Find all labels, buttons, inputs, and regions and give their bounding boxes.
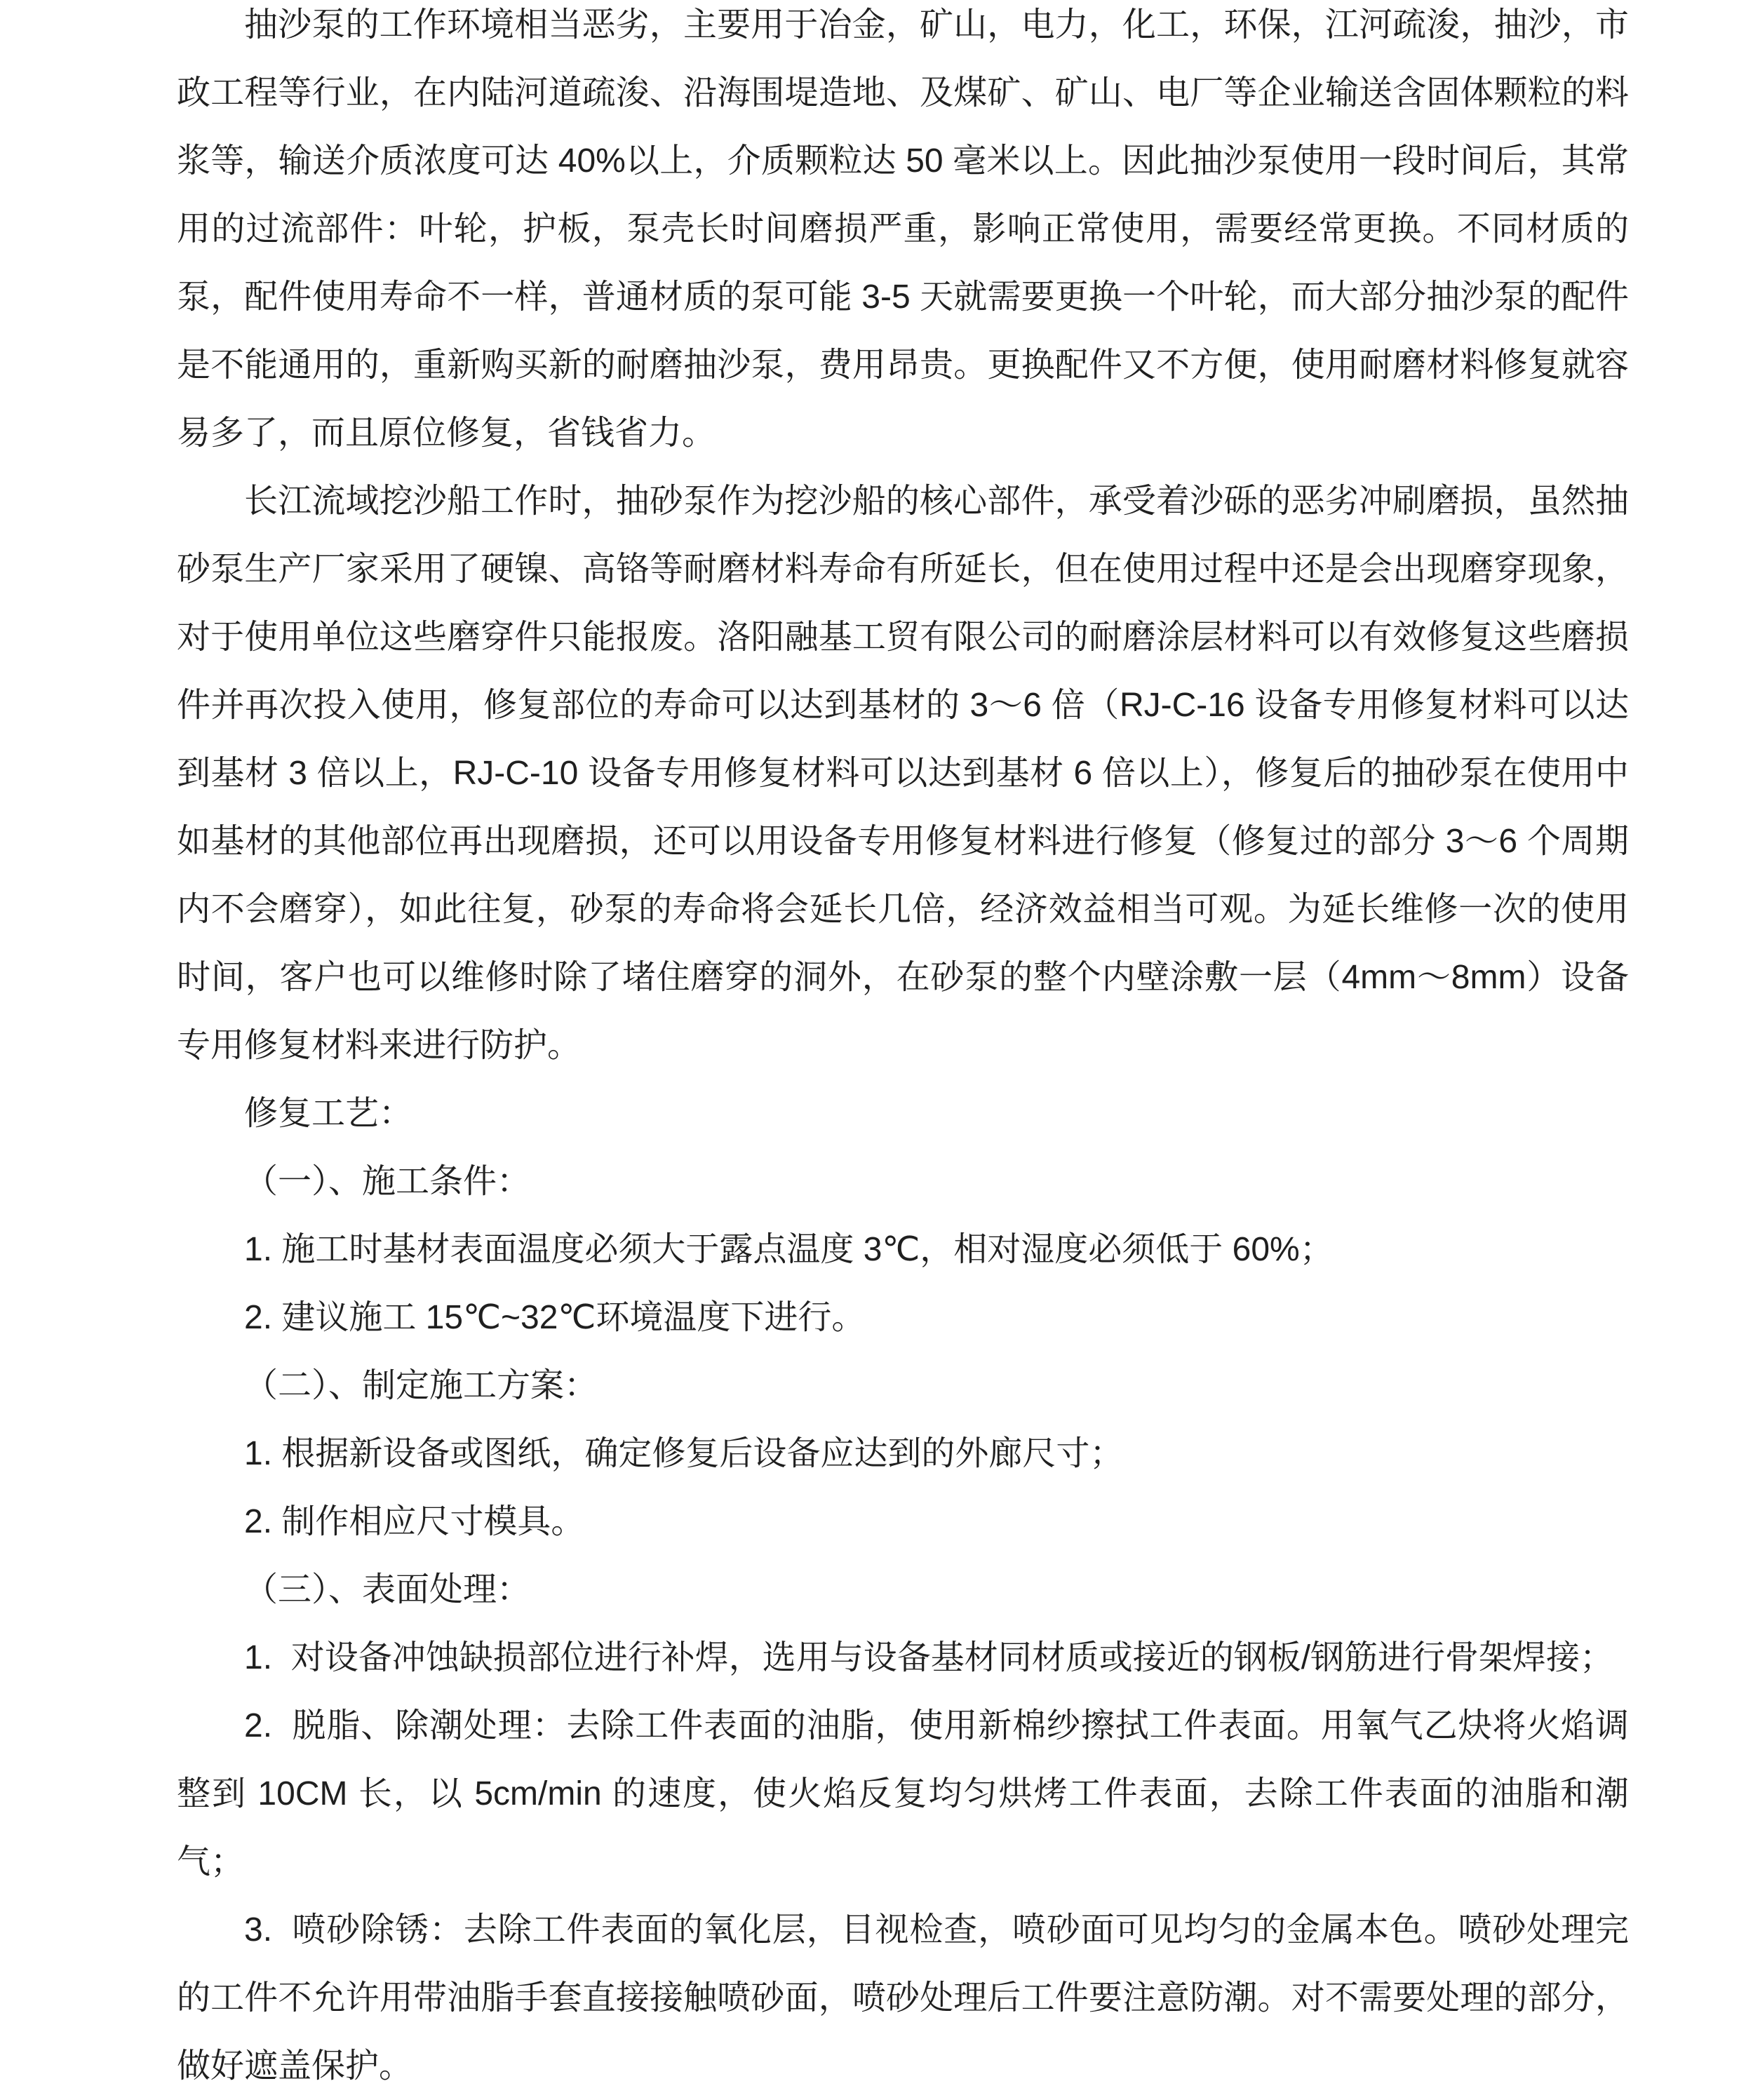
paragraph-yangtze-repair: 长江流域挖沙船工作时，抽砂泵作为挖沙船的核心部件，承受着沙砾的恶劣冲刷磨损，虽然抽砂泵生产厂家采用了硬镍、高铬等耐磨材料寿命有所延长，但在使用过程中还是会出现磨穿现象，对于使用单位这些磨穿件只能报废。洛阳融基工贸有限公司的耐磨涂层材料可以有效修复这些磨损件并再次投入使用，修复部位的寿命可以达到基材的 3～6 倍（RJ-C-16 设备专用修复材料可以达到基材 3 倍以上，RJ-C-10 设备专用修复材料可以达到基材 6 倍以上），修复后的抽砂泵在使用中如基材的其他部位再出现磨损，还可以用设备专用修复材料进行修复（修复过的部分 3～6 个周期内不会磨穿），如此往复，砂泵的寿命将会延长几倍，经济效益相当可观。为延长维修一次的使用时间，客户也可以维修时除了堵住磨穿的洞外，在砂泵的整个内壁涂敷一层（4mm～8mm）设备专用修复材料来进行防护。 — [177, 483, 1629, 1064]
list-item-3-2-degreasing: 2. 脱脂、除潮处理：去除工件表面的油脂，使用新棉纱擦拭工件表面。用氧气乙炔将火焰调整到 10CM 长，以 5cm/min 的速度，使火焰反复均匀烘烤工件表面，去除工件表面的油脂和潮气； — [177, 1707, 1629, 1880]
heading-section-1-construction-conditions: （一）、施工条件： — [244, 1163, 531, 1200]
list-item-1-2-ambient-temperature: 2. 建议施工 15℃~32℃环境温度下进行。 — [244, 1299, 866, 1336]
list-item-3-3-sandblasting: 3. 喷砂除锈：去除工件表面的氧化层，目视检查，喷砂面可见均匀的金属本色。喷砂处理完的工件不允许用带油脂手套直接接触喷砂面，喷砂处理后工件要注意防潮。对不需要处理的部分，做好遮盖保护。 — [177, 1911, 1629, 2085]
list-item-3-1-welding: 1. 对设备冲蚀缺损部位进行补焊，选用与设备基材同材质或接近的钢板/钢筋进行骨架焊接； — [244, 1639, 1614, 1676]
paragraph-intro: 抽沙泵的工作环境相当恶劣，主要用于冶金，矿山，电力，化工，环保，江河疏浚，抽沙，市政工程等行业，在内陆河道疏浚、沿海围堤造地、及煤矿、矿山、电厂等企业输送含固体颗粒的料浆等，输送介质浓度可达 40%以上，介质颗粒达 50 毫米以上。因此抽沙泵使用一段时间后，其常用的过流部件：叶轮，护板，泵壳长时间磨损严重，影响正常使用，需要经常更换。不同材质的泵，配件使用寿命不一样，普通材质的泵可能 3-5 天就需要更换一个叶轮，而大部分抽沙泵的配件是不能通用的，重新购买新的耐磨抽沙泵，费用昂贵。更换配件又不方便，使用耐磨材料修复就容易多了，而且原位修复，省钱省力。 — [177, 6, 1629, 452]
list-item-2-2-mold: 2. 制作相应尺寸模具。 — [244, 1503, 585, 1540]
heading-section-3-surface-treatment: （三）、表面处理： — [244, 1571, 531, 1608]
list-item-1-1-temperature: 1. 施工时基材表面温度必须大于露点温度 3℃，相对湿度必须低于 60%； — [244, 1231, 1334, 1268]
heading-section-2-construction-plan: （二）、制定施工方案： — [244, 1367, 598, 1404]
heading-repair-process: 修复工艺： — [244, 1095, 413, 1132]
list-item-2-1-dimensions: 1. 根据新设备或图纸，确定修复后设备应达到的外廊尺寸； — [244, 1435, 1124, 1472]
